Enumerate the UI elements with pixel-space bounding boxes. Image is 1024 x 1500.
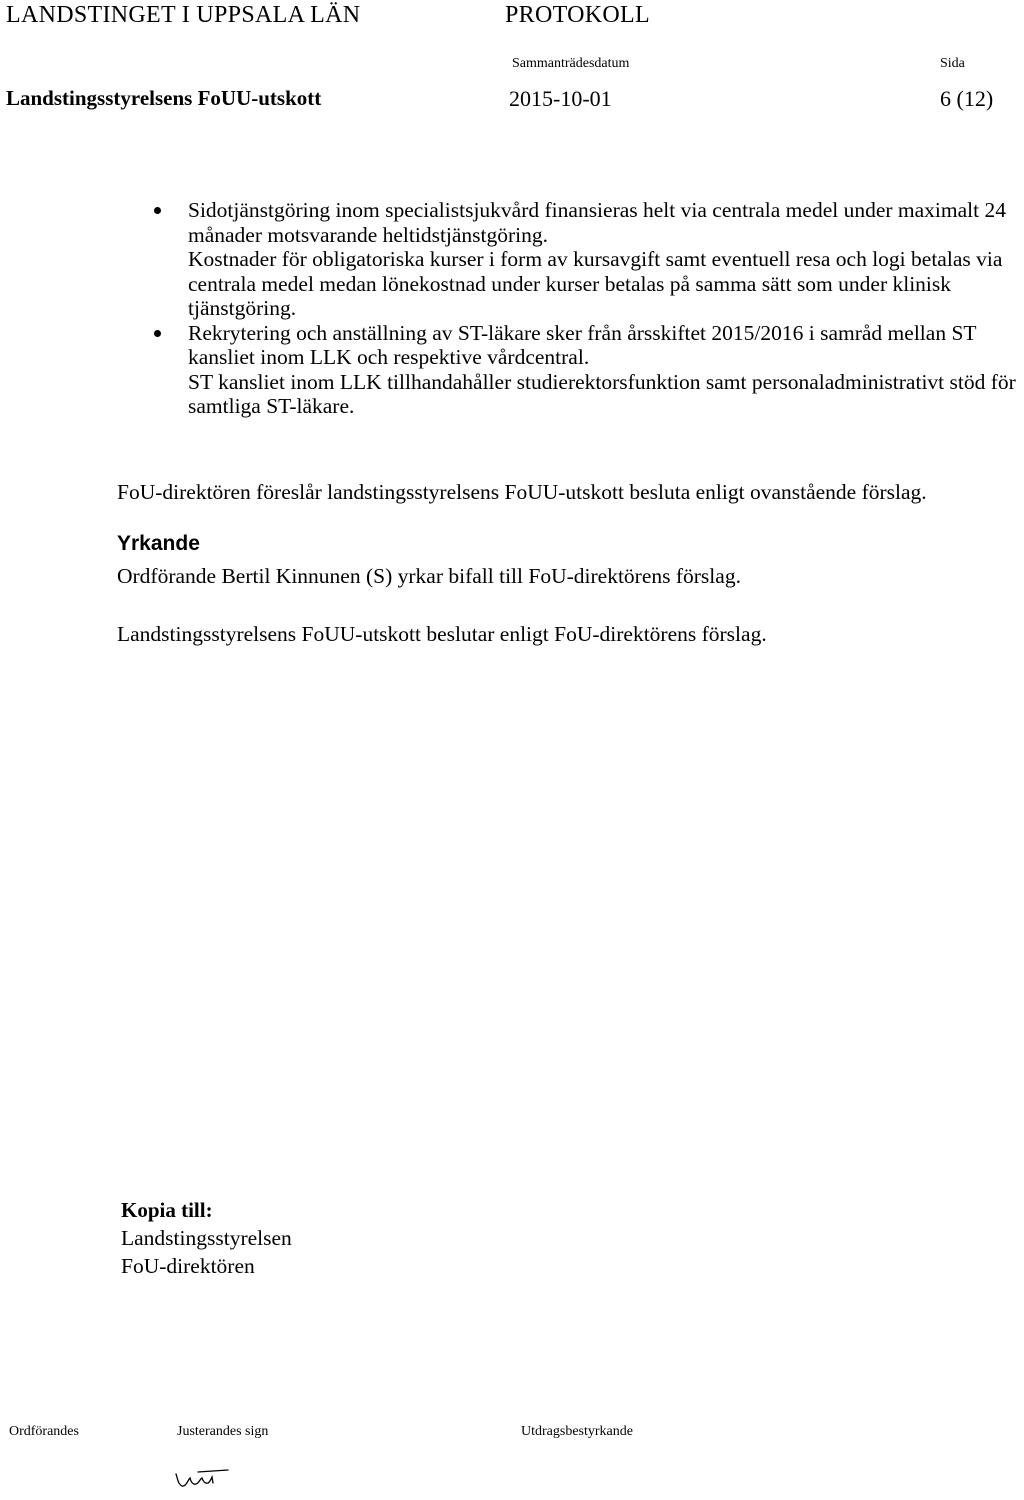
bullet-continuation: ST kansliet inom LLK tillhandahåller studierektorsfunktion samt personaladministrativt stöd för samtliga ST-läkare. (188, 369, 1016, 418)
copy-to-heading: Kopia till: (121, 1198, 213, 1222)
list-item (151, 198, 1021, 321)
committee-name: Landstingsstyrelsens FoUU-utskott (6, 86, 322, 110)
meeting-date-label: Sammanträdesdatum (512, 56, 630, 71)
page-number: 6 (12) (940, 86, 994, 111)
certification-label: Utdragsbestyrkande (521, 1424, 633, 1439)
bullet-list (151, 198, 1021, 419)
yrkande-heading: Yrkande (117, 532, 200, 555)
decision-text: Landstingsstyrelsens FoUU-utskott beslutar enligt FoU-direktörens förslag. (117, 622, 767, 646)
bullet-text: Sidotjänstgöring inom specialistsjukvård finansieras helt via centrala medel under maximalt 24 månader motsvarande heltidstjänstgöring. (188, 198, 1006, 247)
document-type: PROTOKOLL (505, 2, 650, 28)
organization-name: LANDSTINGET I UPPSALA LÄN (6, 2, 361, 28)
proposal-text: FoU-direktören föreslår landstingsstyrelsens FoUU-utskott besluta enligt ovanstående förslag. (117, 480, 927, 504)
list-item (151, 321, 1021, 419)
adjuster-signature-label: Justerandes sign (177, 1424, 269, 1439)
yrkande-text: Ordförande Bertil Kinnunen (S) yrkar bifall till FoU-direktörens förslag. (117, 564, 741, 588)
meeting-date: 2015-10-01 (509, 86, 612, 111)
bullet-continuation: Kostnader för obligatoriska kurser i form av kursavgift samt eventuell resa och logi betalas via centrala medel medan lönekostnad under kurser betalas på samma sätt som under klinisk tjänstgöring. (188, 247, 1003, 320)
handwritten-initials-icon (172, 1468, 232, 1492)
copy-recipient: Landstingsstyrelsen (121, 1226, 292, 1250)
copy-recipient: FoU-direktören (121, 1254, 255, 1278)
chair-signature-label: Ordförandes (9, 1424, 79, 1439)
bullet-text: Rekrytering och anställning av ST-läkare sker från årsskiftet 2015/2016 i samråd mellan ST kansliet inom LLK och respektive vårdcentral. (188, 320, 977, 369)
page-label: Sida (940, 56, 965, 71)
